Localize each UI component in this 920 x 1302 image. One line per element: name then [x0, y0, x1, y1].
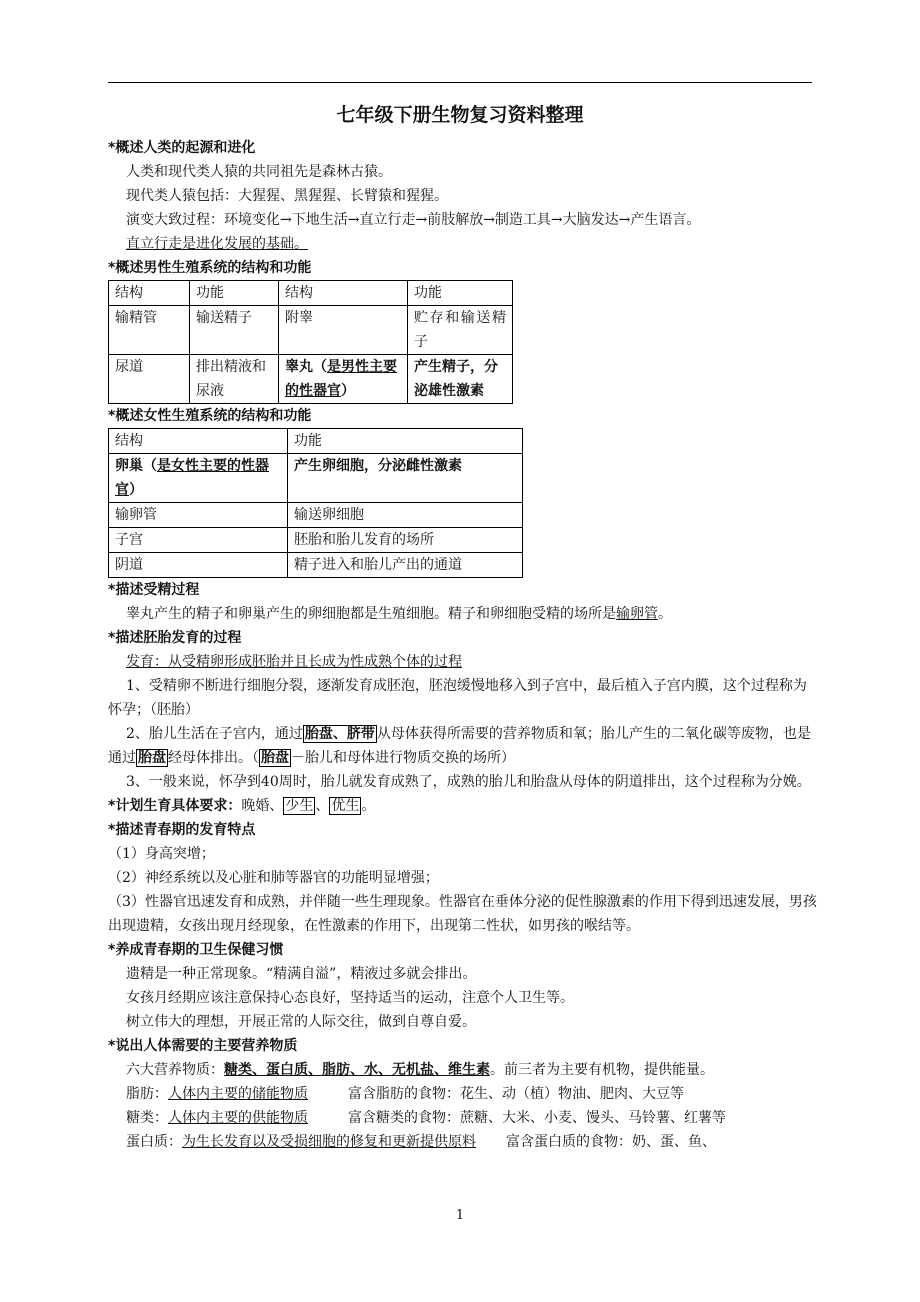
text: 富含糖类的食物：蔗糖、大米、小麦、馒头、马铃薯、红薯等 — [348, 1110, 726, 1126]
underlined-text: 是女性主要的性器官 — [115, 458, 269, 498]
table-header-cell: 结构 — [109, 281, 190, 306]
page-number: 1 — [455, 1208, 465, 1223]
section-heading-family-planning: *计划生育具体要求： — [108, 798, 242, 814]
boxed-text: 胎盘、脐带 — [304, 726, 375, 742]
text: －胎儿和母体进行物质交换的场所） — [291, 750, 515, 766]
paragraph — [108, 1130, 820, 1154]
text: 睾丸产生的精子和卵巢产生的卵细胞都是生殖细胞。精子和卵细胞受精的场所是 — [126, 606, 616, 622]
underlined-text: 是男性主要的性器官 — [285, 359, 397, 399]
section-heading-nutrients: *说出人体需要的主要营养物质 — [108, 1038, 298, 1054]
table-header-cell: 功能 — [288, 429, 523, 454]
section-heading-puberty: *描述青春期的发育特点 — [108, 822, 256, 838]
table-cell: 阴道 — [109, 553, 288, 578]
paragraph — [108, 722, 820, 770]
text: 、 — [315, 798, 330, 814]
paragraph — [108, 650, 820, 674]
underlined-text: 糖类、蛋白质、脂肪、水、无机盐、维生素 — [224, 1062, 490, 1078]
table-row — [109, 355, 513, 404]
table-cell: 产生精子，分泌雄性激素 — [408, 355, 513, 404]
text: 。 — [361, 798, 376, 814]
table-cell: 输送卵细胞 — [288, 503, 523, 528]
header-rule — [108, 82, 812, 83]
cell-text: 睾丸（ — [285, 359, 327, 375]
table-cell: 产生卵细胞，分泌雌性激素 — [288, 454, 523, 503]
table-header-cell: 结构 — [109, 429, 288, 454]
underlined-text: 人体内主要的供能物质 — [168, 1110, 308, 1126]
table-row — [109, 281, 513, 306]
underlined-text: 输卵管 — [616, 606, 658, 622]
table-cell: 输卵管 — [109, 503, 288, 528]
cell-text: ） — [341, 383, 355, 399]
table-cell: 精子进入和胎儿产出的通道 — [288, 553, 523, 578]
text: 蛋白质： — [126, 1134, 182, 1150]
page-title: 七年级下册生物复习资料整理 — [336, 104, 584, 126]
table-cell: 输送精子 — [190, 306, 279, 355]
table-cell: 排出精液和尿液 — [190, 355, 279, 404]
text: 。前三者为主要有机物，提供能量。 — [490, 1062, 714, 1078]
section-heading-hygiene: *养成青春期的卫生保健习惯 — [108, 942, 284, 958]
table-cell: 尿道 — [109, 355, 190, 404]
table-cell — [109, 454, 288, 503]
boxed-text: 优生 — [331, 798, 360, 814]
paragraph: 演变大致过程：环境变化→下地生活→直立行走→前肢解放→制造工具→大脑发达→产生语言。 — [126, 212, 701, 228]
list-item: （3）性器官迅速发育和成熟，并伴随一些生理现象。性器官在垂体分泌的促性腺激素的作用下得到迅速发展，男孩出现遗精，女孩出现月经现象，在性激素的作用下，出现第二性状，如男孩的喉结等。 — [108, 894, 817, 934]
paragraph — [108, 1058, 820, 1082]
table-header-cell: 结构 — [279, 281, 408, 306]
table-row — [109, 306, 513, 355]
section-heading-fertilization: *描述受精过程 — [108, 582, 200, 598]
document-body — [108, 136, 820, 1154]
table-header-cell: 功能 — [190, 281, 279, 306]
paragraph — [108, 232, 820, 256]
table-cell: 输精管 — [109, 306, 190, 355]
text: 晚婚、 — [241, 798, 284, 814]
text: 脂肪： — [126, 1086, 168, 1102]
cell-text: 卵巢（ — [115, 458, 157, 474]
section-heading-origin: *概述人类的起源和进化 — [108, 140, 256, 156]
underlined-text: 发育：从受精卵形成胚胎并且长成为性成熟个体的过程 — [126, 654, 462, 670]
table-row — [109, 528, 523, 553]
table-cell: 胚胎和胎儿发育的场所 — [288, 528, 523, 553]
cell-text: ） — [129, 482, 143, 498]
paragraph: 3、一般来说，怀孕到40周时，胎儿就发育成熟了，成熟的胎儿和胎盘从母体的阴道排出，这个过程称为分娩。 — [126, 774, 811, 790]
text: 富含脂肪的食物：花生、动（植）物油、肥肉、大豆等 — [348, 1086, 684, 1102]
list-item: （1）身高突增； — [108, 846, 215, 862]
paragraph: 人类和现代类人猿的共同祖先是森林古猿。 — [126, 164, 392, 180]
male-system-table — [108, 280, 513, 404]
table-row — [109, 553, 523, 578]
female-system-table — [108, 428, 523, 578]
paragraph: 遗精是一种正常现象。“精满自溢”，精液过多就会排出。 — [126, 966, 477, 982]
boxed-text: 胎盘 — [138, 750, 166, 766]
boxed-text: 少生 — [285, 798, 314, 814]
paragraph: 现代类人猿包括：大猩猩、黑猩猩、长臂猿和猩猩。 — [126, 188, 448, 204]
table-cell: 附睾 — [279, 306, 408, 355]
text: 。 — [658, 606, 672, 622]
family-planning-line — [108, 794, 820, 818]
paragraph: 树立伟大的理想，开展正常的人际交往，做到自尊自爱。 — [126, 1014, 476, 1030]
text: 六大营养物质： — [126, 1062, 224, 1078]
table-header-cell: 功能 — [408, 281, 513, 306]
text: 2、胎儿生活在子宫内，通过 — [126, 726, 303, 742]
text: 从母体获得所需要的营养物质和氧；胎儿产生的二氧化碳等废物，也是通过 — [108, 726, 811, 766]
table-cell — [279, 355, 408, 404]
text: 糖类： — [126, 1110, 168, 1126]
section-heading-male: *概述男性生殖系统的结构和功能 — [108, 260, 312, 276]
paragraph: 女孩月经期应该注意保持心态良好，坚持适当的运动，注意个人卫生等。 — [126, 990, 574, 1006]
paragraph — [108, 1082, 820, 1106]
paragraph — [108, 1106, 820, 1130]
paragraph: 1、受精卵不断进行细胞分裂，逐渐发育成胚泡，胚泡缓慢地移入到子宫中，最后植入子宫内膜，这个过程称为怀孕；（胚胎） — [108, 678, 807, 718]
table-row — [109, 454, 523, 503]
section-heading-female: *概述女性生殖系统的结构和功能 — [108, 408, 312, 424]
text: 经母体排出。（ — [168, 750, 259, 766]
boxed-text: 胎盘 — [261, 750, 289, 766]
underlined-text: 人体内主要的储能物质 — [168, 1086, 308, 1102]
paragraph — [108, 602, 820, 626]
underlined-text: 为生长发育以及受损细胞的修复和更新提供原料 — [182, 1134, 476, 1150]
section-heading-embryo: *描述胚胎发育的过程 — [108, 630, 242, 646]
table-cell: 贮存和输送精子 — [408, 306, 513, 355]
table-row — [109, 503, 523, 528]
list-item: （2）神经系统以及心脏和肺等器官的功能明显增强； — [108, 870, 439, 886]
underlined-text: 直立行走是进化发展的基础。 — [126, 236, 308, 252]
table-row — [109, 429, 523, 454]
table-cell: 子宫 — [109, 528, 288, 553]
text: 富含蛋白质的食物：奶、蛋、鱼、 — [506, 1134, 716, 1150]
